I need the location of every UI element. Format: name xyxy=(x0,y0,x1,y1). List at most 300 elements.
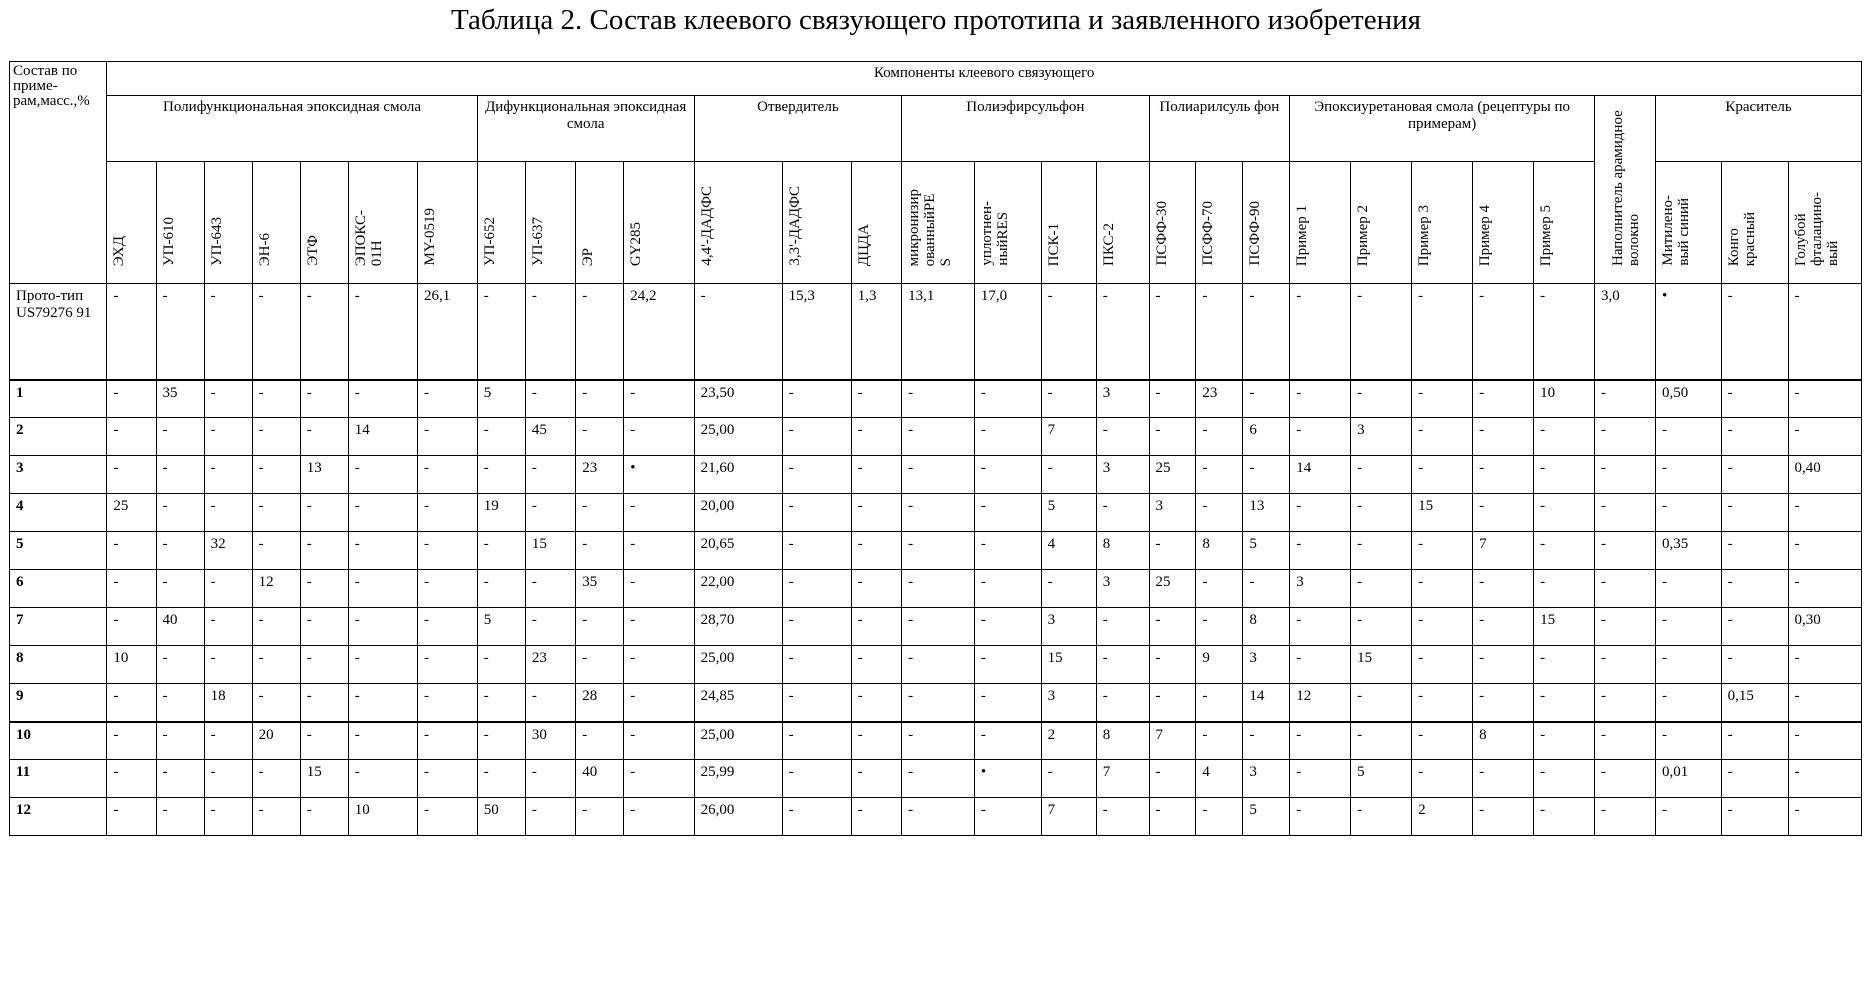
table-cell: 2 xyxy=(1412,798,1473,836)
table-cell: 7 xyxy=(1473,532,1534,570)
column-header-label: Пример 5 xyxy=(1538,205,1554,266)
table-cell: - xyxy=(1656,798,1722,836)
column-header-cell xyxy=(1788,162,1862,284)
table-cell: - xyxy=(417,608,477,646)
table-cell: - xyxy=(1473,380,1534,418)
table-cell: - xyxy=(1412,418,1473,456)
table-cell: - xyxy=(1721,608,1788,646)
table-cell: - xyxy=(1412,532,1473,570)
table-cell: - xyxy=(1788,722,1862,760)
table-cell: 3 xyxy=(1243,760,1290,798)
table-cell: - xyxy=(1412,380,1473,418)
table-cell: - xyxy=(624,532,694,570)
table-cell: - xyxy=(1351,284,1412,380)
table-cell: 15 xyxy=(1351,646,1412,684)
column-header-cell xyxy=(1290,162,1351,284)
table-cell: - xyxy=(525,760,575,798)
table-cell: 26,1 xyxy=(417,284,477,380)
table-cell: - xyxy=(348,284,417,380)
table-cell: 8 xyxy=(1473,722,1534,760)
table-cell: - xyxy=(1721,532,1788,570)
group-header: Краситель xyxy=(1656,96,1862,162)
table-cell: 20 xyxy=(252,722,300,760)
table-cell: 23 xyxy=(1196,380,1243,418)
table-cell: - xyxy=(1149,418,1196,456)
table-cell: - xyxy=(477,532,525,570)
table-cell: - xyxy=(1351,532,1412,570)
table-cell: - xyxy=(782,456,851,494)
table-cell: - xyxy=(1721,722,1788,760)
table-cell: 25,00 xyxy=(694,646,782,684)
table-row xyxy=(10,722,1862,760)
table-cell: • xyxy=(624,456,694,494)
column-header-cell xyxy=(156,162,204,284)
table-cell: - xyxy=(525,494,575,532)
column-header-label: 3,3'-ДАДФС xyxy=(787,186,803,266)
table-cell: - xyxy=(156,646,204,684)
table-cell: - xyxy=(525,284,575,380)
table-cell: - xyxy=(851,684,901,722)
table-cell: - xyxy=(1788,570,1862,608)
table-cell: - xyxy=(252,684,300,722)
table-cell: - xyxy=(1290,798,1351,836)
table-cell: 10 xyxy=(348,798,417,836)
table-cell: 19 xyxy=(477,494,525,532)
table-cell: - xyxy=(204,380,252,418)
table-cell: - xyxy=(851,494,901,532)
table-cell: 32 xyxy=(204,532,252,570)
table-cell: - xyxy=(156,798,204,836)
table-cell: - xyxy=(252,456,300,494)
table-cell: - xyxy=(851,570,901,608)
column-header-label: микронизир ованныйРЕ S xyxy=(906,189,954,266)
table-cell: - xyxy=(851,380,901,418)
column-header-cell xyxy=(902,162,975,284)
table-cell: - xyxy=(1290,532,1351,570)
table-cell: - xyxy=(477,684,525,722)
row-label: 11 xyxy=(10,760,107,798)
column-header-cell xyxy=(851,162,901,284)
table-row xyxy=(10,532,1862,570)
table-cell: - xyxy=(348,684,417,722)
table-cell: - xyxy=(348,608,417,646)
table-cell: - xyxy=(477,646,525,684)
table-cell: - xyxy=(1595,722,1656,760)
table-cell: - xyxy=(348,532,417,570)
table-cell: 40 xyxy=(156,608,204,646)
column-header-cell xyxy=(348,162,417,284)
table-cell: - xyxy=(902,646,975,684)
table-cell: - xyxy=(107,380,156,418)
table-cell: - xyxy=(1721,418,1788,456)
table-cell: - xyxy=(624,760,694,798)
table-cell: - xyxy=(1096,608,1149,646)
table-cell: - xyxy=(624,494,694,532)
table-cell: 12 xyxy=(252,570,300,608)
table-cell: 14 xyxy=(348,418,417,456)
table-cell: 8 xyxy=(1196,532,1243,570)
table-cell: 5 xyxy=(477,380,525,418)
column-header-label: УП-643 xyxy=(209,217,225,266)
table-cell: - xyxy=(417,418,477,456)
table-cell: 25 xyxy=(1149,456,1196,494)
table-cell: - xyxy=(902,798,975,836)
table-cell: - xyxy=(300,284,348,380)
column-header-label: ПСФФ-30 xyxy=(1154,201,1170,266)
table-cell: - xyxy=(204,646,252,684)
table-cell: - xyxy=(1196,608,1243,646)
table-cell: - xyxy=(1149,684,1196,722)
table-cell: - xyxy=(576,532,624,570)
composition-table xyxy=(9,61,1862,836)
table-cell: 15 xyxy=(525,532,575,570)
table-cell: - xyxy=(417,684,477,722)
table-cell: - xyxy=(107,570,156,608)
table-cell: - xyxy=(525,456,575,494)
column-header-label: Пример 2 xyxy=(1355,205,1371,266)
table-cell: - xyxy=(576,418,624,456)
column-header-cell xyxy=(1243,162,1290,284)
table-cell: - xyxy=(1595,456,1656,494)
column-header-cell xyxy=(477,162,525,284)
group-header: Отвердитель xyxy=(694,96,902,162)
table-cell: - xyxy=(300,798,348,836)
row-label: 5 xyxy=(10,532,107,570)
table-cell: 15 xyxy=(1041,646,1096,684)
table-cell: - xyxy=(525,380,575,418)
table-cell: - xyxy=(525,570,575,608)
table-cell: - xyxy=(477,284,525,380)
table-cell: - xyxy=(576,608,624,646)
table-cell: - xyxy=(204,722,252,760)
table-cell: 40 xyxy=(576,760,624,798)
column-header-cell xyxy=(300,162,348,284)
table-cell: - xyxy=(1351,608,1412,646)
table-cell: - xyxy=(417,798,477,836)
table-cell: 5 xyxy=(1243,532,1290,570)
column-header-label: Митилено- вый синий xyxy=(1660,195,1692,266)
table-cell: 8 xyxy=(1243,608,1290,646)
table-cell: 9 xyxy=(1196,646,1243,684)
column-header-cell xyxy=(1196,162,1243,284)
column-header-cell xyxy=(204,162,252,284)
table-cell: 18 xyxy=(204,684,252,722)
table-cell: - xyxy=(851,418,901,456)
table-cell: 3 xyxy=(1290,570,1351,608)
table-cell: - xyxy=(851,722,901,760)
table-cell: - xyxy=(156,760,204,798)
table-cell: - xyxy=(851,532,901,570)
table-cell: - xyxy=(902,532,975,570)
table-cell: 0,50 xyxy=(1656,380,1722,418)
table-cell: - xyxy=(1788,380,1862,418)
row-label: 9 xyxy=(10,684,107,722)
table-cell: 3 xyxy=(1041,608,1096,646)
table-cell: - xyxy=(1290,760,1351,798)
table-cell: - xyxy=(576,798,624,836)
table-cell: - xyxy=(1290,608,1351,646)
table-cell: - xyxy=(348,380,417,418)
table-cell: - xyxy=(477,456,525,494)
column-header-cell xyxy=(1656,162,1722,284)
table-cell: 28 xyxy=(576,684,624,722)
table-cell: - xyxy=(624,684,694,722)
column-header-cell xyxy=(107,162,156,284)
table-cell: - xyxy=(1595,532,1656,570)
table-cell: - xyxy=(1412,284,1473,380)
table-cell: 2 xyxy=(1041,722,1096,760)
table-cell: - xyxy=(348,494,417,532)
table-cell: 17,0 xyxy=(974,284,1041,380)
column-header-cell xyxy=(576,162,624,284)
table-cell: - xyxy=(107,684,156,722)
table-cell: - xyxy=(1412,608,1473,646)
table-cell: 0,40 xyxy=(1788,456,1862,494)
table-cell: - xyxy=(624,418,694,456)
table-cell: 7 xyxy=(1041,418,1096,456)
table-cell: - xyxy=(624,608,694,646)
table-cell: 28,70 xyxy=(694,608,782,646)
column-header-cell xyxy=(694,162,782,284)
table-cell: - xyxy=(156,284,204,380)
table-cell: - xyxy=(107,608,156,646)
column-header-label: УП-610 xyxy=(161,217,177,266)
table-row xyxy=(10,684,1862,722)
column-header-cell xyxy=(1473,162,1534,284)
table-cell: - xyxy=(782,722,851,760)
table-cell: - xyxy=(1656,684,1722,722)
table-cell: 3 xyxy=(1096,570,1149,608)
table-cell: - xyxy=(1534,646,1595,684)
table-cell: - xyxy=(902,494,975,532)
table-cell: - xyxy=(1534,760,1595,798)
table-cell: - xyxy=(348,760,417,798)
table-cell: - xyxy=(782,608,851,646)
table-cell: - xyxy=(156,456,204,494)
table-cell: 25,99 xyxy=(694,760,782,798)
table-cell: 7 xyxy=(1149,722,1196,760)
table-cell: - xyxy=(576,284,624,380)
table-cell: - xyxy=(1473,646,1534,684)
table-cell: 13 xyxy=(300,456,348,494)
table-cell: 35 xyxy=(156,380,204,418)
table-cell: - xyxy=(1473,798,1534,836)
table-cell: - xyxy=(477,760,525,798)
table-cell: - xyxy=(1351,722,1412,760)
table-cell: - xyxy=(204,798,252,836)
table-cell: - xyxy=(204,760,252,798)
table-cell: - xyxy=(525,684,575,722)
table-cell: - xyxy=(1096,798,1149,836)
top-header-cell: Компоненты клеевого связующего xyxy=(107,62,1862,96)
table-cell: - xyxy=(974,456,1041,494)
table-cell: 4 xyxy=(1041,532,1096,570)
table-cell: - xyxy=(156,570,204,608)
table-cell: - xyxy=(1412,456,1473,494)
group-header: Полиарилсуль фон xyxy=(1149,96,1290,162)
table-cell: 24,2 xyxy=(624,284,694,380)
table-cell: • xyxy=(1656,284,1722,380)
table-cell: - xyxy=(300,380,348,418)
table-cell: - xyxy=(1351,380,1412,418)
table-cell: 3 xyxy=(1096,380,1149,418)
table-cell: - xyxy=(1788,418,1862,456)
column-header-cell xyxy=(974,162,1041,284)
table-cell: - xyxy=(1351,684,1412,722)
table-cell: - xyxy=(782,380,851,418)
table-cell: - xyxy=(300,684,348,722)
table-cell: - xyxy=(1473,684,1534,722)
table-cell: - xyxy=(1351,798,1412,836)
table-cell: - xyxy=(1196,798,1243,836)
table-cell: - xyxy=(1196,684,1243,722)
table-cell: - xyxy=(782,798,851,836)
table-cell: 20,65 xyxy=(694,532,782,570)
column-header-cell xyxy=(525,162,575,284)
table-cell: 3,0 xyxy=(1595,284,1656,380)
row-label: 8 xyxy=(10,646,107,684)
table-cell: 35 xyxy=(576,570,624,608)
column-header-label: ЭН-6 xyxy=(257,233,273,266)
table-cell: - xyxy=(851,456,901,494)
table-cell: - xyxy=(851,798,901,836)
table-cell: - xyxy=(1656,722,1722,760)
table-cell: - xyxy=(1149,380,1196,418)
table-cell: - xyxy=(1243,722,1290,760)
table-cell: 15 xyxy=(300,760,348,798)
table-cell: - xyxy=(782,684,851,722)
table-cell: - xyxy=(477,418,525,456)
row-label: 1 xyxy=(10,380,107,418)
table-cell: - xyxy=(1473,608,1534,646)
column-header-cell xyxy=(417,162,477,284)
column-header-label: ЭПОКС- 01Н xyxy=(353,210,385,266)
column-header-label: ЭХД xyxy=(111,236,127,266)
table-cell: - xyxy=(1351,570,1412,608)
table-cell: - xyxy=(252,646,300,684)
group-header-filler xyxy=(1595,96,1656,284)
table-cell: - xyxy=(1721,798,1788,836)
table-cell: - xyxy=(1473,456,1534,494)
table-cell: - xyxy=(252,532,300,570)
column-header-label: 4,4'-ДАДФС xyxy=(699,186,715,266)
column-header-label: ПСФФ-70 xyxy=(1200,201,1216,266)
table-cell: - xyxy=(1149,798,1196,836)
table-cell: - xyxy=(1473,284,1534,380)
table-cell: 14 xyxy=(1243,684,1290,722)
table-cell: - xyxy=(348,722,417,760)
table-row xyxy=(10,284,1862,380)
table-cell: - xyxy=(156,722,204,760)
table-cell: - xyxy=(1412,684,1473,722)
table-cell: - xyxy=(974,418,1041,456)
table-cell: 10 xyxy=(107,646,156,684)
table-cell: 21,60 xyxy=(694,456,782,494)
table-cell: - xyxy=(624,722,694,760)
table-cell: 0,30 xyxy=(1788,608,1862,646)
table-cell: - xyxy=(1534,494,1595,532)
table-row xyxy=(10,798,1862,836)
table-cell: - xyxy=(974,684,1041,722)
table-cell: 25,00 xyxy=(694,722,782,760)
column-header-label: УП-652 xyxy=(482,217,498,266)
table-cell: 25 xyxy=(1149,570,1196,608)
table-cell: - xyxy=(300,608,348,646)
column-header-cell xyxy=(1149,162,1196,284)
table-cell: - xyxy=(576,494,624,532)
table-cell: - xyxy=(1041,380,1096,418)
table-cell: - xyxy=(1595,418,1656,456)
column-header-label: Голубой фталацино- вый xyxy=(1793,192,1841,266)
table-cell: - xyxy=(417,760,477,798)
table-cell: - xyxy=(782,570,851,608)
table-cell: - xyxy=(1656,608,1722,646)
table-cell: - xyxy=(1656,646,1722,684)
table-cell: 0,15 xyxy=(1721,684,1788,722)
table-cell: - xyxy=(1096,494,1149,532)
table-cell: 5 xyxy=(1243,798,1290,836)
table-cell: - xyxy=(1290,494,1351,532)
table-cell: 8 xyxy=(1096,722,1149,760)
table-cell: - xyxy=(974,532,1041,570)
column-header-label: Конго красный xyxy=(1726,212,1758,266)
table-cell: - xyxy=(204,494,252,532)
table-cell: - xyxy=(1196,456,1243,494)
table-cell: - xyxy=(1534,798,1595,836)
table-cell: - xyxy=(974,570,1041,608)
table-cell: - xyxy=(107,798,156,836)
column-header-cell xyxy=(1534,162,1595,284)
table-cell: - xyxy=(902,570,975,608)
table-cell: - xyxy=(624,570,694,608)
table-cell: - xyxy=(1656,456,1722,494)
table-cell: - xyxy=(1041,570,1096,608)
table-cell: - xyxy=(624,380,694,418)
table-cell: - xyxy=(252,494,300,532)
table-cell: - xyxy=(1473,760,1534,798)
table-cell: - xyxy=(300,646,348,684)
table-cell: - xyxy=(252,798,300,836)
table-row xyxy=(10,570,1862,608)
table-cell: - xyxy=(300,570,348,608)
table-row xyxy=(10,456,1862,494)
table-cell: - xyxy=(1351,456,1412,494)
table-cell: - xyxy=(107,760,156,798)
table-cell: - xyxy=(252,608,300,646)
table-cell: 15,3 xyxy=(782,284,851,380)
table-cell: - xyxy=(1656,494,1722,532)
table-cell: - xyxy=(576,722,624,760)
table-cell: - xyxy=(1788,284,1862,380)
table-cell: - xyxy=(782,494,851,532)
table-cell: 25,00 xyxy=(694,418,782,456)
table-cell: - xyxy=(107,418,156,456)
table-cell: - xyxy=(1096,646,1149,684)
table-cell: - xyxy=(974,798,1041,836)
table-cell: - xyxy=(1149,608,1196,646)
table-cell: - xyxy=(1196,570,1243,608)
table-cell: - xyxy=(902,456,975,494)
table-cell: - xyxy=(1196,494,1243,532)
table-cell: - xyxy=(1721,760,1788,798)
table-cell: - xyxy=(300,494,348,532)
table-cell: - xyxy=(782,532,851,570)
group-header: Эпоксиуретановая смола (рецептуры по примерам) xyxy=(1290,96,1595,162)
row-label: Прото-тип US79276 91 xyxy=(10,284,107,380)
table-cell: - xyxy=(107,456,156,494)
column-header-cell xyxy=(1096,162,1149,284)
table-cell: 45 xyxy=(525,418,575,456)
